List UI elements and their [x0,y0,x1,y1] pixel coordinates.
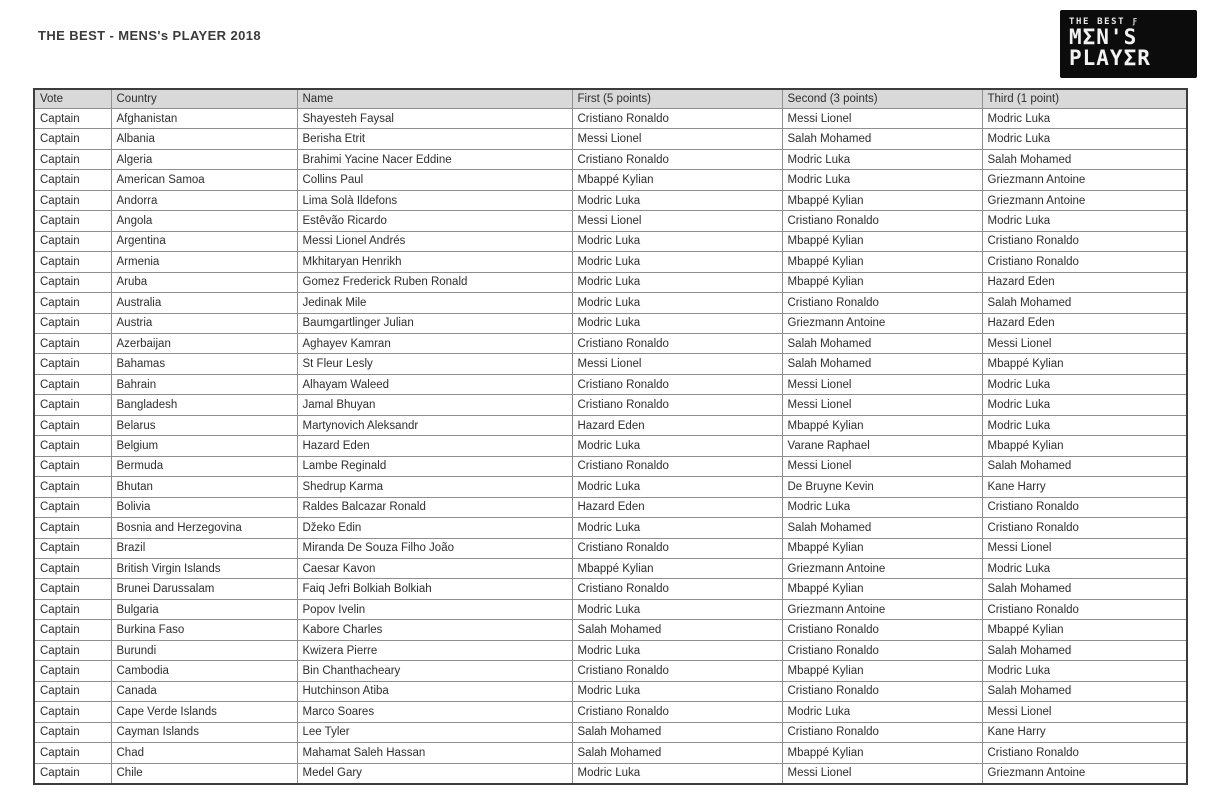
cell-third: Salah Mohamed [982,456,1187,476]
cell-vote: Captain [34,395,111,415]
cell-second: Salah Mohamed [782,518,982,538]
cell-name: Marco Soares [297,702,572,722]
cell-second: Modric Luka [782,149,982,169]
cell-name: Alhayam Waleed [297,374,572,394]
column-header-country: Country [111,89,297,109]
cell-country: Azerbaijan [111,333,297,353]
cell-second: Mbappé Kylian [782,579,982,599]
cell-first: Modric Luka [572,190,782,210]
cell-first: Messi Lionel [572,129,782,149]
cell-first: Cristiano Ronaldo [572,109,782,129]
cell-name: Raldes Balcazar Ronald [297,497,572,517]
cell-third: Mbappé Kylian [982,354,1187,374]
cell-third: Cristiano Ronaldo [982,231,1187,251]
cell-third: Cristiano Ronaldo [982,252,1187,272]
cell-first: Cristiano Ronaldo [572,661,782,681]
table-row [34,109,1187,129]
cell-third: Modric Luka [982,415,1187,435]
cell-second: Messi Lionel [782,763,982,784]
column-header-first: First (5 points) [572,89,782,109]
cell-name: Bin Chanthacheary [297,661,572,681]
table-row [34,170,1187,190]
cell-first: Cristiano Ronaldo [572,149,782,169]
cell-second: Griezmann Antoine [782,313,982,333]
table-row [34,252,1187,272]
table-row [34,272,1187,292]
cell-country: Bhutan [111,477,297,497]
table-row [34,313,1187,333]
cell-name: Shedrup Karma [297,477,572,497]
column-header-name: Name [297,89,572,109]
cell-first: Modric Luka [572,640,782,660]
cell-second: Mbappé Kylian [782,272,982,292]
cell-country: Aruba [111,272,297,292]
cell-name: Brahimi Yacine Nacer Eddine [297,149,572,169]
cell-first: Cristiano Ronaldo [572,702,782,722]
cell-third: Hazard Eden [982,272,1187,292]
cell-first: Modric Luka [572,763,782,784]
cell-vote: Captain [34,477,111,497]
cell-name: Baumgartlinger Julian [297,313,572,333]
cell-country: Canada [111,681,297,701]
cell-name: Jedinak Mile [297,293,572,313]
cell-third: Modric Luka [982,374,1187,394]
cell-name: Kwizera Pierre [297,640,572,660]
cell-name: Kabore Charles [297,620,572,640]
cell-country: Bahrain [111,374,297,394]
cell-first: Messi Lionel [572,211,782,231]
cell-vote: Captain [34,272,111,292]
cell-vote: Captain [34,436,111,456]
cell-first: Modric Luka [572,252,782,272]
cell-third: Modric Luka [982,558,1187,578]
table-row [34,395,1187,415]
cell-third: Messi Lionel [982,538,1187,558]
table-row [34,518,1187,538]
table-row [34,681,1187,701]
cell-third: Salah Mohamed [982,579,1187,599]
cell-vote: Captain [34,661,111,681]
cell-second: Mbappé Kylian [782,190,982,210]
cell-name: Berisha Etrit [297,129,572,149]
cell-country: Angola [111,211,297,231]
cell-vote: Captain [34,415,111,435]
the-best-fifa-logo [1060,10,1197,78]
cell-first: Cristiano Ronaldo [572,333,782,353]
cell-name: Lima Solà Ildefons [297,190,572,210]
cell-country: Bangladesh [111,395,297,415]
logo-mens-text: MΣN'S [1069,25,1138,49]
cell-vote: Captain [34,293,111,313]
cell-first: Hazard Eden [572,415,782,435]
cell-country: Cape Verde Islands [111,702,297,722]
column-header-vote: Vote [34,89,111,109]
table-row [34,538,1187,558]
cell-country: British Virgin Islands [111,558,297,578]
cell-first: Salah Mohamed [572,620,782,640]
table-row [34,722,1187,742]
cell-vote: Captain [34,681,111,701]
cell-third: Cristiano Ronaldo [982,743,1187,763]
cell-first: Messi Lionel [572,354,782,374]
cell-first: Modric Luka [572,313,782,333]
cell-third: Modric Luka [982,211,1187,231]
cell-vote: Captain [34,456,111,476]
table-row [34,231,1187,251]
cell-vote: Captain [34,149,111,169]
table-row [34,190,1187,210]
cell-vote: Captain [34,640,111,660]
cell-third: Messi Lionel [982,702,1187,722]
cell-second: Cristiano Ronaldo [782,211,982,231]
cell-name: Caesar Kavon [297,558,572,578]
table-row [34,763,1187,784]
cell-country: American Samoa [111,170,297,190]
cell-third: Hazard Eden [982,313,1187,333]
cell-third: Kane Harry [982,722,1187,742]
cell-country: Brunei Darussalam [111,579,297,599]
table-row [34,661,1187,681]
cell-country: Austria [111,313,297,333]
cell-second: Salah Mohamed [782,333,982,353]
cell-vote: Captain [34,109,111,129]
cell-vote: Captain [34,497,111,517]
cell-name: Lambe Reginald [297,456,572,476]
cell-first: Cristiano Ronaldo [572,579,782,599]
cell-vote: Captain [34,743,111,763]
cell-second: Messi Lionel [782,109,982,129]
cell-second: Varane Raphael [782,436,982,456]
table-row [34,579,1187,599]
table-row [34,374,1187,394]
cell-first: Hazard Eden [572,497,782,517]
cell-vote: Captain [34,558,111,578]
cell-third: Mbappé Kylian [982,620,1187,640]
table-row [34,620,1187,640]
cell-third: Modric Luka [982,109,1187,129]
cell-first: Cristiano Ronaldo [572,456,782,476]
cell-first: Mbappé Kylian [572,170,782,190]
cell-country: Chad [111,743,297,763]
cell-name: Popov Ivelin [297,599,572,619]
cell-third: Messi Lionel [982,333,1187,353]
cell-first: Cristiano Ronaldo [572,374,782,394]
cell-first: Salah Mohamed [572,743,782,763]
cell-country: Cayman Islands [111,722,297,742]
cell-third: Cristiano Ronaldo [982,599,1187,619]
cell-first: Modric Luka [572,293,782,313]
cell-country: Armenia [111,252,297,272]
cell-second: Cristiano Ronaldo [782,640,982,660]
cell-name: Mahamat Saleh Hassan [297,743,572,763]
cell-name: Medel Gary [297,763,572,784]
cell-country: Argentina [111,231,297,251]
cell-name: Aghayev Kamran [297,333,572,353]
cell-country: Chile [111,763,297,784]
cell-country: Andorra [111,190,297,210]
cell-second: Mbappé Kylian [782,252,982,272]
cell-second: Modric Luka [782,702,982,722]
cell-country: Bolivia [111,497,297,517]
cell-second: Messi Lionel [782,374,982,394]
cell-second: Cristiano Ronaldo [782,722,982,742]
cell-vote: Captain [34,579,111,599]
cell-country: Algeria [111,149,297,169]
cell-first: Mbappé Kylian [572,558,782,578]
cell-second: Messi Lionel [782,456,982,476]
cell-country: Bahamas [111,354,297,374]
cell-second: Griezmann Antoine [782,599,982,619]
cell-second: Cristiano Ronaldo [782,293,982,313]
cell-second: Messi Lionel [782,395,982,415]
cell-first: Modric Luka [572,231,782,251]
cell-vote: Captain [34,374,111,394]
cell-second: Mbappé Kylian [782,661,982,681]
cell-first: Modric Luka [572,436,782,456]
cell-third: Griezmann Antoine [982,763,1187,784]
cell-third: Mbappé Kylian [982,436,1187,456]
cell-first: Cristiano Ronaldo [572,395,782,415]
table-header-row [34,89,1187,109]
cell-vote: Captain [34,354,111,374]
table-row [34,599,1187,619]
cell-country: Bosnia and Herzegovina [111,518,297,538]
table-row [34,640,1187,660]
cell-first: Cristiano Ronaldo [572,538,782,558]
table-row [34,333,1187,353]
cell-name: Estêvão Ricardo [297,211,572,231]
cell-name: Messi Lionel Andrés [297,231,572,251]
cell-name: Jamal Bhuyan [297,395,572,415]
cell-vote: Captain [34,538,111,558]
cell-second: Salah Mohamed [782,129,982,149]
column-header-third: Third (1 point) [982,89,1187,109]
cell-third: Modric Luka [982,129,1187,149]
table-row [34,436,1187,456]
cell-second: Mbappé Kylian [782,415,982,435]
fifa-mark-icon: Ƒ [1132,17,1138,26]
cell-name: Martynovich Aleksandr [297,415,572,435]
cell-third: Salah Mohamed [982,149,1187,169]
table-row [34,293,1187,313]
cell-first: Modric Luka [572,272,782,292]
cell-vote: Captain [34,722,111,742]
cell-name: St Fleur Lesly [297,354,572,374]
cell-third: Salah Mohamed [982,293,1187,313]
cell-third: Kane Harry [982,477,1187,497]
cell-country: Cambodia [111,661,297,681]
table-row [34,415,1187,435]
cell-third: Modric Luka [982,661,1187,681]
cell-vote: Captain [34,702,111,722]
cell-country: Afghanistan [111,109,297,129]
cell-first: Modric Luka [572,477,782,497]
column-header-second: Second (3 points) [782,89,982,109]
cell-third: Griezmann Antoine [982,190,1187,210]
table-row [34,149,1187,169]
cell-third: Cristiano Ronaldo [982,497,1187,517]
cell-country: Australia [111,293,297,313]
logo-the-best-text: THE BEST [1069,17,1126,27]
cell-second: Modric Luka [782,170,982,190]
table-row [34,558,1187,578]
cell-vote: Captain [34,129,111,149]
cell-second: Cristiano Ronaldo [782,681,982,701]
page-title: THE BEST - MENS's PLAYER 2018 [38,28,261,43]
cell-country: Albania [111,129,297,149]
cell-vote: Captain [34,599,111,619]
cell-third: Salah Mohamed [982,681,1187,701]
cell-second: Mbappé Kylian [782,538,982,558]
cell-third: Griezmann Antoine [982,170,1187,190]
cell-country: Brazil [111,538,297,558]
cell-vote: Captain [34,211,111,231]
table-row [34,477,1187,497]
table-row [34,129,1187,149]
cell-name: Faiq Jefri Bolkiah Bolkiah [297,579,572,599]
cell-first: Modric Luka [572,681,782,701]
cell-country: Burkina Faso [111,620,297,640]
logo-player-text: PLAYΣR [1069,46,1151,71]
cell-second: Modric Luka [782,497,982,517]
cell-vote: Captain [34,252,111,272]
cell-second: De Bruyne Kevin [782,477,982,497]
cell-name: Gomez Frederick Ruben Ronald [297,272,572,292]
cell-vote: Captain [34,333,111,353]
cell-second: Mbappé Kylian [782,231,982,251]
cell-country: Burundi [111,640,297,660]
cell-vote: Captain [34,518,111,538]
cell-country: Belgium [111,436,297,456]
cell-name: Mkhitaryan Henrikh [297,252,572,272]
cell-third: Salah Mohamed [982,640,1187,660]
table-row [34,456,1187,476]
cell-name: Hutchinson Atiba [297,681,572,701]
cell-vote: Captain [34,313,111,333]
cell-name: Shayesteh Faysal [297,109,572,129]
cell-vote: Captain [34,231,111,251]
cell-country: Bermuda [111,456,297,476]
cell-third: Modric Luka [982,395,1187,415]
cell-second: Cristiano Ronaldo [782,620,982,640]
cell-name: Collins Paul [297,170,572,190]
cell-first: Modric Luka [572,518,782,538]
table-row [34,743,1187,763]
cell-second: Mbappé Kylian [782,743,982,763]
cell-name: Miranda De Souza Filho João [297,538,572,558]
cell-name: Hazard Eden [297,436,572,456]
table-row [34,702,1187,722]
cell-name: Džeko Edin [297,518,572,538]
table-row [34,211,1187,231]
cell-country: Belarus [111,415,297,435]
cell-second: Salah Mohamed [782,354,982,374]
cell-first: Salah Mohamed [572,722,782,742]
cell-country: Bulgaria [111,599,297,619]
cell-vote: Captain [34,170,111,190]
cell-vote: Captain [34,620,111,640]
table-row [34,354,1187,374]
cell-name: Lee Tyler [297,722,572,742]
cell-second: Griezmann Antoine [782,558,982,578]
table-row [34,497,1187,517]
cell-vote: Captain [34,190,111,210]
cell-vote: Captain [34,763,111,784]
cell-third: Cristiano Ronaldo [982,518,1187,538]
votes-table [33,88,1188,785]
cell-first: Modric Luka [572,599,782,619]
